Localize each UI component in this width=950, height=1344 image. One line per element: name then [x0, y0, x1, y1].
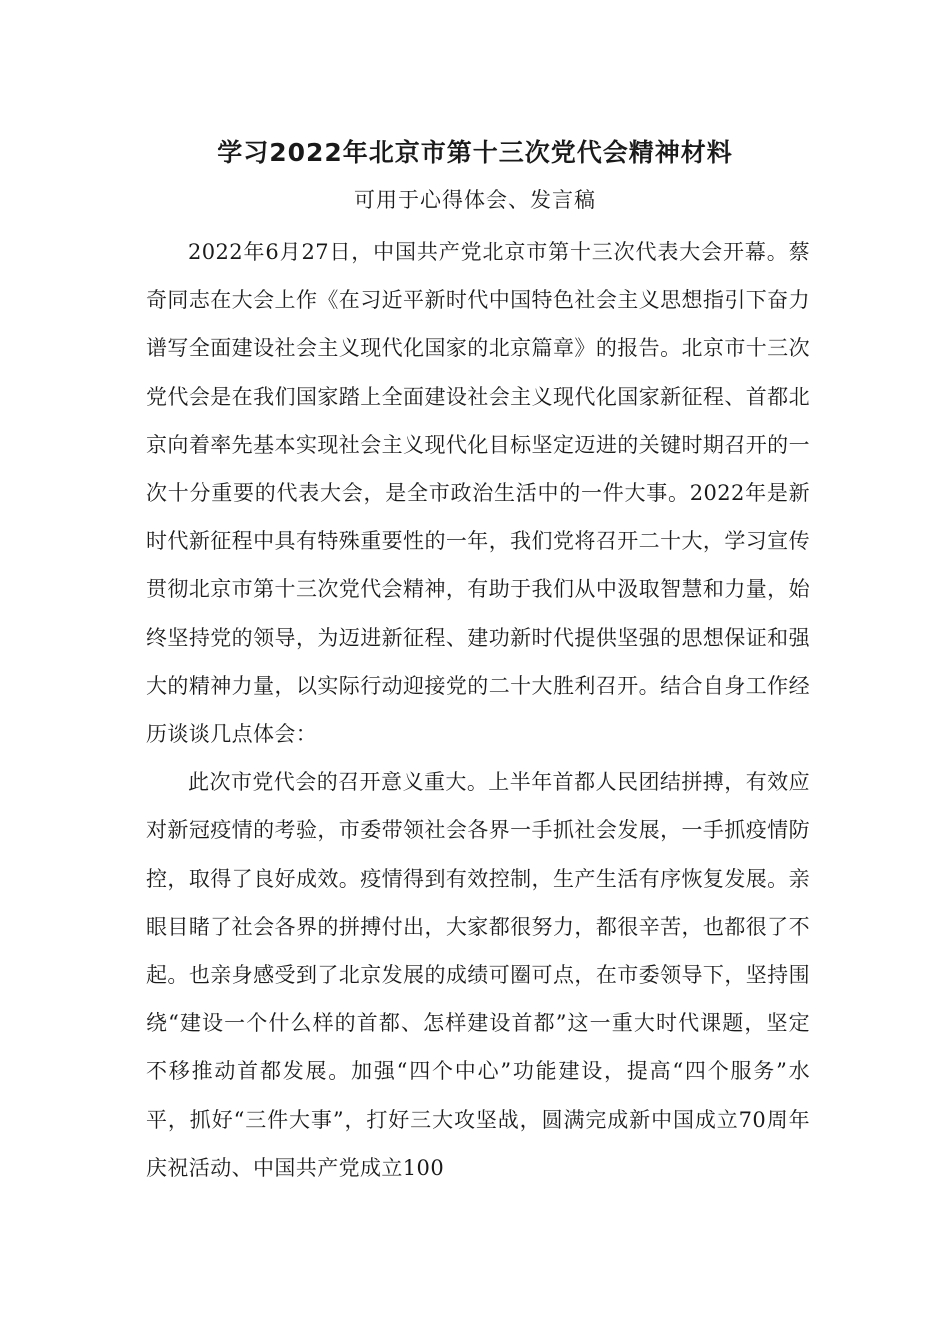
body-paragraph: 此次市党代会的召开意义重大。上半年首都人民团结拼搏，有效应对新冠疫情的考验，市委带领社会各界一手抓社会发展，一手抓疫情防控，取得了良好成效。疫情得到有效控制，生产生活有序恢复发展。亲眼目睹了社会各界的拼搏付出，大家都很努力，都很辛苦，也都很了不起。也亲身感受到了北京发展的成绩可圈可点，在市委领导下，坚持围绕“建设一个什么样的首都、怎样建设首都”这一重大时代课题，坚定不移推动首都发展。加强“四个中心”功能建设，提高“四个服务”水平，抓好“三件大事”，打好三大攻坚战，圆满完成新中国成立70周年庆祝活动、中国共产党成立100 [146, 770, 810, 1180]
body-paragraph: 2022年6月27日，中国共产党北京市第十三次代表大会开幕。蔡奇同志在大会上作《在习近平新时代中国特色社会主义思想指引下奋力谱写全面建设社会主义现代化国家的北京篇章》的报告。北京市十三次党代会是在我们国家踏上全面建设社会主义现代化国家新征程、首都北京向着率先基本实现社会主义现代化目标坚定迈进的关键时期召开的一次十分重要的代表大会，是全市政治生活中的一件大事。2022年是新时代新征程中具有特殊重要性的一年，我们党将召开二十大，学习宣传贯彻北京市第十三次党代会精神，有助于我们从中汲取智慧和力量，始终坚持党的领导，为迈进新征程、建功新时代提供坚强的思想保证和强大的精神力量，以实际行动迎接党的二十大胜利召开。结合自身工作经历谈谈几点体会： [146, 240, 810, 747]
document-subtitle: 可用于心得体会、发言稿 [354, 188, 596, 212]
document-body [146, 228, 810, 1192]
document-title: 学习2022年北京市第十三次党代会精神材料 [217, 138, 733, 167]
